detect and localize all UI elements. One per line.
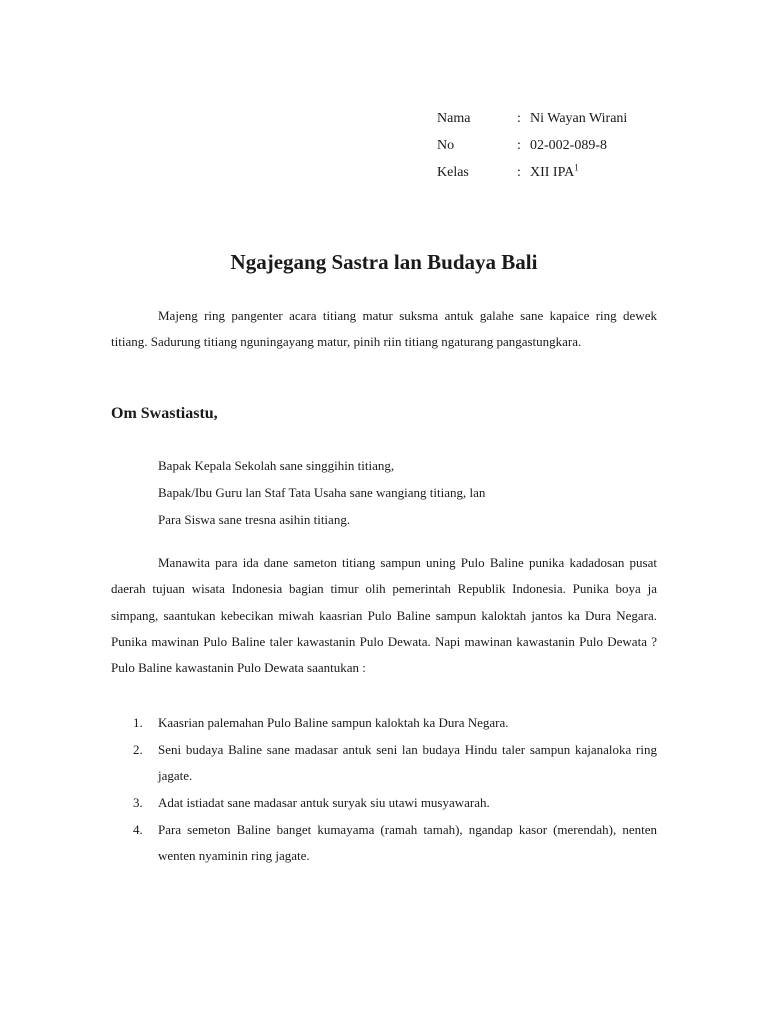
address-line: Bapak Kepala Sekolah sane singgihin titiang, (158, 458, 395, 473)
info-label: No (437, 138, 455, 153)
address-list (158, 452, 485, 533)
student-info (437, 111, 627, 192)
list-item (111, 710, 657, 736)
info-colon: : (517, 138, 521, 153)
list-number: 2. (133, 741, 143, 757)
info-row-class (437, 162, 627, 192)
greeting: Om Swastiastu, (111, 405, 218, 422)
list-text: Kaasrian palemahan Pulo Baline sampun kaloktah ka Dura Negara. (158, 715, 509, 730)
reasons-list (111, 710, 657, 870)
body-paragraph: Manawita para ida dane sameton titiang sampun uning Pulo Baline punika kadadosan pusat daerah tujuan wisata Indonesia bagian timur olih pemerintah Republik Indonesia. Punika boya ja simpang, saantukan kebecikan miwah kaasrian Pulo Baline sampun kaloktah jantos ka Dura Negara. Punika mawinan Pulo Baline taler kawastanin Pulo Dewata. Napi mawinan kawastanin Pulo Dewata ? Pulo Baline kawastanin Pulo Dewata saantukan : (111, 555, 657, 676)
info-colon: : (517, 111, 521, 126)
list-item (111, 817, 657, 870)
info-value: 02-002-089-8 (530, 138, 607, 153)
list-text: Adat istiadat sane madasar antuk suryak siu utawi musyawarah. (158, 794, 490, 810)
info-label: Nama (437, 111, 471, 126)
list-number: 3. (133, 794, 143, 810)
info-colon: : (517, 165, 521, 180)
intro-paragraph: Majeng ring pangenter acara titiang matur suksma antuk galahe sane kapaice ring dewek titiang. Sadurung titiang nguningayang matur, pinih riin titiang ngaturang pangastungkara. (111, 308, 657, 350)
address-line: Para Siswa sane tresna asihin titiang. (158, 512, 351, 527)
list-text: Seni budaya Baline sane madasar antuk seni lan budaya Hindu taler sampun kajanaloka ring jagate. (158, 741, 657, 784)
list-text: Para semeton Baline banget kumayama (ramah tamah), ngandap kasor (merendah), nenten wenten nyaminin ring jagate. (158, 821, 657, 863)
class-text: XII IPA (530, 165, 575, 180)
info-row-number (437, 138, 627, 165)
class-superscript: 1 (574, 162, 579, 173)
info-value (530, 162, 579, 181)
info-value: Ni Wayan Wirani (530, 111, 628, 126)
list-number: 4. (133, 821, 143, 837)
document-title: Ngajegang Sastra lan Budaya Bali (230, 250, 538, 274)
list-item (111, 790, 657, 816)
list-item (111, 737, 657, 790)
info-label: Kelas (437, 165, 469, 180)
list-number: 1. (133, 715, 143, 730)
address-line: Bapak/Ibu Guru lan Staf Tata Usaha sane wangiang titiang, lan (158, 485, 486, 500)
info-row-name (437, 111, 627, 138)
